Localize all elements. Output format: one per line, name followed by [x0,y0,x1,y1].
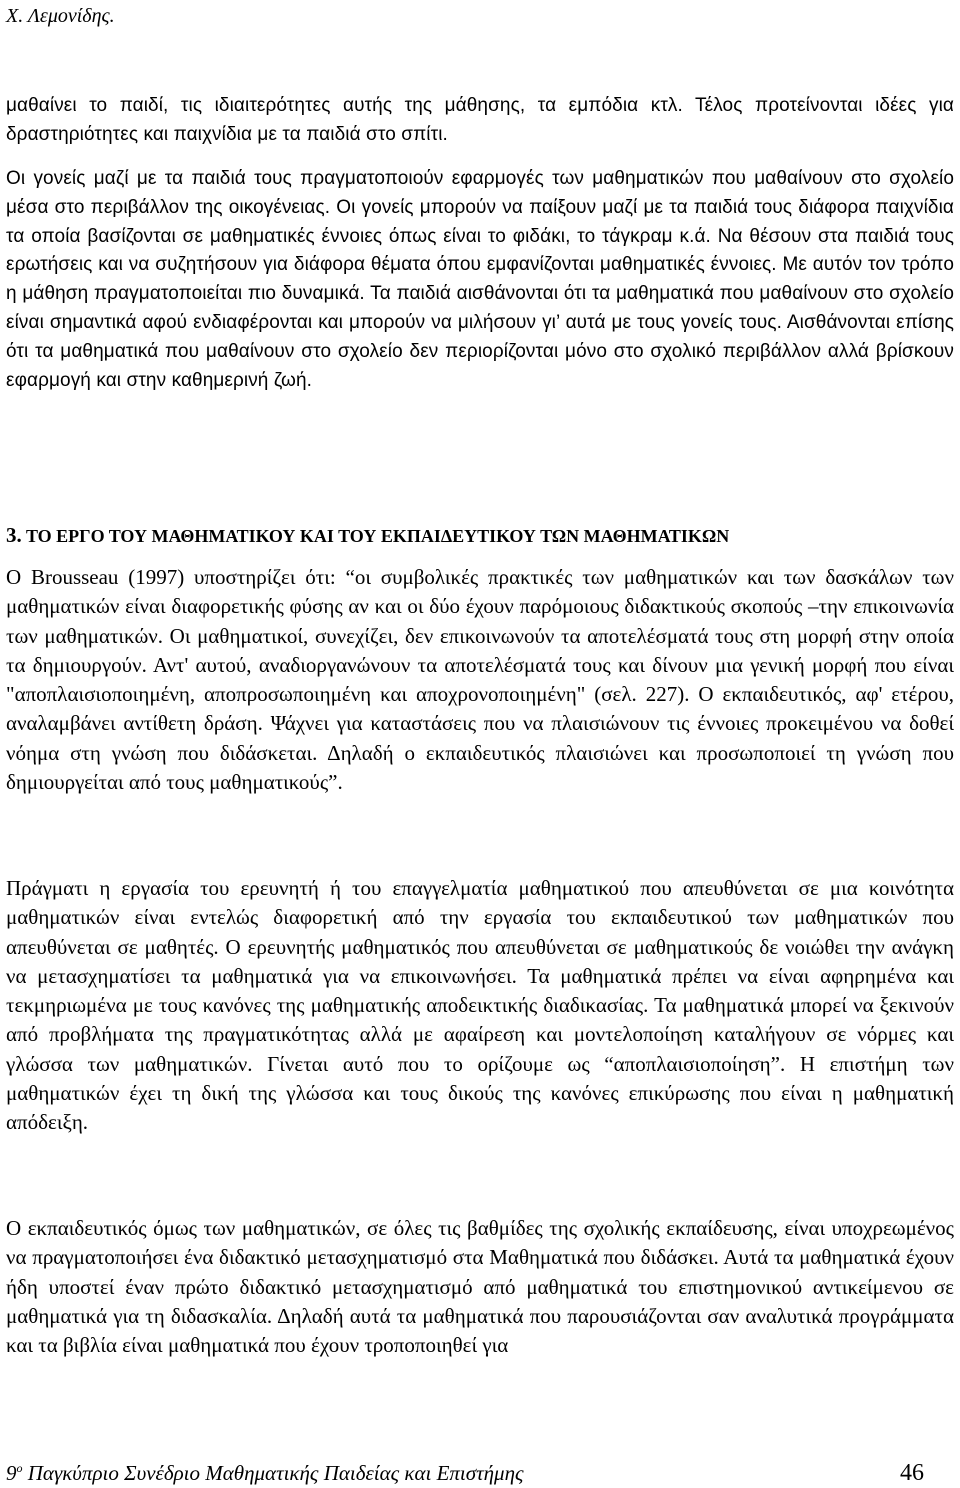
footer-conference [6,1460,524,1486]
section-heading [6,523,954,548]
section-title: ΤΟ ΕΡΓΟ ΤΟΥ ΜΑΘΗΜΑΤΙΚΟΥ ΚΑΙ ΤΟΥ ΕΚΠΑΙΔΕΥΤΙΚΟΥ ΤΩΝ ΜΑΘΗΜΑΤΙΚΩΝ [25,526,730,546]
running-head-author: Χ. Λεμονίδης. [6,5,115,27]
paragraph-teacher-transformation: Ο εκπαιδευτικός όμως των μαθηματικών, σε όλες τις βαθμίδες της σχολικής εκπαίδευσης, είναι υποχρεωμένος να πραγματοποιήσει ένα διδακτικό μετασχηματισμό στα Μαθηματικά που διδάσκει. Αυτά τα μαθηματικά έχουν ήδη υποστεί έναν πρώτο διδακτικό μετασχηματισμό από μαθηματικά του επιστημονικού αντικείμενου σε μαθηματικά για τη διδασκαλία. Δηλαδή αυτά τα μαθηματικά που παρουσιάζονται σαν αναλυτικά προγράμματα και τα βιβλία είναι μαθηματικά που έχουν τροποποιηθεί για [6,1216,954,1358]
paragraph-parents-children: Οι γονείς μαζί με τα παιδιά τους πραγματοποιούν εφαρμογές των μαθηματικών που μαθαίνουν στο σχολείο μέσα στο περιβάλλον της οικογένειας. Οι γονείς μπορούν να παίξουν μαζί με τα παιδιά τους διάφορα παιχνίδια τα οποία βασίζονται σε μαθηματικές έννοιες όπως είναι το φιδάκι, το τάγκραμ κ.ά. Να θέσουν στα παιδιά τους ερωτήσεις και να συζητήσουν για διάφορα θέματα όπου εμφανίζονται μαθηματικές έννοιες. Με αυτόν τον τρόπο η μάθηση πραγματοποιείται πιο δυναμικά. Τα παιδιά αισθάνονται ότι τα μαθηματικά που μαθαίνουν στο σχολείο είναι σημαντικά αφού ενδιαφέρονται και μπορούν να μιλήσουν γι’ αυτά με τους γονείς τους. Αισθάνονται επίσης ότι τα μαθηματικά που μαθαίνουν στο σχολείο δεν περιορίζονται μόνο στο σχολικό περιβάλλον αλλά βρίσκουν εφαρμογή και στην καθημερινή ζωή. [6,168,954,391]
footer-ordinal: ο [16,1461,23,1475]
footer-conference-name: Παγκύπριο Συνέδριο Μαθηματικής Παιδείας και Επιστήμης [27,1461,524,1485]
page-number: 46 [900,1460,924,1486]
paragraph-intro-continued: μαθαίνει το παιδί, τις ιδιαιτερότητες αυτής της μάθησης, τα εμπόδια κτλ. Τέλος προτείνονται ιδέες για δραστηριότητες και παιχνίδια με τα παιδιά στο σπίτι. [6,95,954,145]
paragraph-researcher-work: Πράγματι η εργασία του ερευνητή ή του επαγγελματία μαθηματικού που απευθύνεται σε μια κοινότητα μαθηματικών είναι εντελώς διαφορετική από την εργασία του εκπαιδευτικού των μαθηματικών που απευθύνεται σε μαθητές. Ο ερευνητής μαθηματικός που απευθύνεται σε μαθηματικούς δε νοιώθει την ανάγκη να μετασχηματίσει τα μαθηματικά για να επικοινωνήσει. Τα μαθηματικά πρέπει να είναι αφηρημένα και τεκμηριωμένα με τους κανόνες της μαθηματικής αποδεικτικής διαδικασίας. Τα μαθηματικά μπορεί να ξεκινούν από προβλήματα της πραγματικότητας αλλά με αφαίρεση και μοντελοποίηση καταλήγουν σε νόρμες και γλώσσα των μαθηματικών. Γίνεται αυτό που το ορίζουμε ως “αποπλαισιοποίηση”. Η επιστήμη των μαθηματικών έχει τη δική της γλώσσα και τους δικούς της κανόνες επικύρωσης που είναι η μαθηματική απόδειξη. [6,876,954,1135]
section-number: 3. [6,523,22,547]
paragraph-brousseau: Ο Brousseau (1997) υποστηρίζει ότι: “οι συμβολικές πρακτικές των μαθηματικών και των δασκάλων των μαθηματικών είναι διαφορετικής φύσης αν και οι δύο έχουν παρόμοιους διδακτικούς σκοπούς –την επικοινωνία των μαθηματικών. Οι μαθηματικοί, συνεχίζει, δεν επικοινωνούν τα αποτελέσματά τους στη μορφή στην οποία τα δημιουργούν. Αντ' αυτού, αναδιοργανώνουν τα αποτελέσματά τους και δίνουν μια γενική μορφή που είναι "αποπλαισιοποιημένη, αποπροσωποιημένη και αποχρονοποιημένη" (σελ. 227). Ο εκπαιδευτικός, αφ' ετέρου, αναλαμβάνει αντίθετη δράση. Ψάχνει για καταστάσεις που να πλαισιώνουν τις έννοιες προκειμένου να δοθεί νόημα στη γνώση που διδάσκεται. Δηλαδή ο εκπαιδευτικός πλαισιώνει και προσωποποιεί τη γνώση που δημιουργείται από τους μαθηματικούς”. [6,565,954,795]
footer-conference-number: 9 [6,1461,17,1485]
